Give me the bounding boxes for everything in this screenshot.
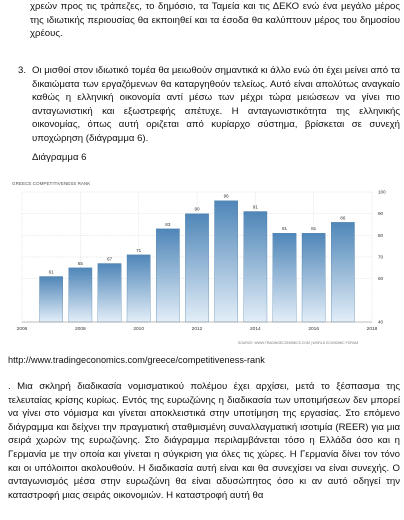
bar-value-label: 65 bbox=[77, 260, 83, 266]
source-link[interactable]: http://www.tradingeconomics.com/greece/competitiveness-rank bbox=[8, 355, 265, 365]
bar-value-label: 96 bbox=[223, 193, 229, 199]
chart-source: SOURCE: WWW.TRADINGECONOMICS.COM | WORLD ECONOMIC FORUM bbox=[238, 341, 359, 345]
y-tick-label: 70 bbox=[378, 254, 384, 260]
bar-value-label: 83 bbox=[165, 221, 171, 227]
bar bbox=[127, 255, 150, 322]
bar bbox=[244, 212, 267, 323]
y-tick-label: 80 bbox=[378, 232, 384, 238]
bottom-paragraph: . Μια σκληρή διαδικασία νομισματικού πολέμου έχει αρχίσει, μετά το ξέσπασμα της τελευταίας κρίσης κυρίως. Εντός της ευρωζώνης η διαδικασία των υποτιμήσεων δεν μπορεί να γίνει στο νόμισμα και γίνεται αποκλειστικά στην υποτίμηση της εργασίας. Στο επόμενο διάγραμμα και δείχνει την πραγματική σταθμισμένη συναλλαγματική ισοτιμία (REER) για μια σειρά χωρών της ευρωζώνης. Στο διάγραμμα περιλαμβάνεται τόσο η Ελλάδα όσο και η Γερμανία με την οποία και γίνεται η σύγκριση για όλες τις χώρες. Η Γερμανία δίνει τον τόνο και οι υπόλοιποι ακολουθούν. Η διαδικασία αυτή είναι και θα συνεχίσει να είναι συνεχής. Ο ανταγωνισμός μέσα στην ευρωζώνη θα είναι αδυσώπητος όσο κι αν αυτό οδηγεί την καταστροφή μιας σειράς οικονομιών. Η καταστροφή αυτή θα bbox=[8, 381, 400, 501]
bar-value-label: 81 bbox=[281, 226, 288, 232]
bar bbox=[69, 268, 92, 322]
y-tick-label: 40 bbox=[378, 319, 384, 325]
bar-value-label: 81 bbox=[311, 226, 317, 232]
bar bbox=[302, 233, 325, 322]
bar bbox=[40, 277, 63, 323]
bar bbox=[215, 201, 238, 322]
bar-value-label: 86 bbox=[340, 215, 346, 221]
bar bbox=[331, 222, 354, 322]
x-tick-label: 2012 bbox=[191, 327, 203, 332]
y-tick-label: 60 bbox=[378, 276, 384, 282]
bar bbox=[156, 229, 179, 322]
bar-value-label: 71 bbox=[136, 247, 142, 253]
list-item-text: Οι μισθοί στον ιδιωτικό τομέα θα μειωθούν σημαντικά κι άλλο ενώ ότι έχει μείνει από τα δικαιώματα των εργαζόμενων θα καταργηθούν τελείως. Αυτό είναι απολύτως αναγκαίο καθώς η ελληνική οικονομία αντί μέσω των μέχρι τώρα μειώσεων να γίνει πιο ανταγωνιστική και εξωστρεφής απέτυχε. Η ανταγωνιστικότητα της ελληνικής οικονομίας, όπως αυτή οριζεται από κυρίαρχο σύστημα, βρίσκεται σε συνεχή υποχώρηση (διάγραμμα 6). bbox=[32, 65, 400, 144]
x-tick-label: 2010 bbox=[133, 327, 145, 332]
x-tick-label: 2008 bbox=[74, 327, 86, 332]
y-tick-label: 90 bbox=[378, 211, 384, 217]
list-item-number: 3. bbox=[18, 65, 27, 76]
x-tick-label: 2016 bbox=[308, 327, 320, 332]
x-tick-label: 2006 bbox=[16, 327, 28, 332]
top-paragraph: χρεών προς τις τράπεζες, το δημόσιο, τα Ταμεία και τις ΔΕΚΟ ενώ ένα μεγάλο μέρος της ιδιωτικής περιουσίας θα εκποιηθεί και τα έσοδα θα καλύπτουν μέρος του δημοσίου χρέους. bbox=[30, 1, 400, 40]
x-tick-label: 2018 bbox=[366, 327, 378, 332]
diagram-caption: Διάγραμμα 6 bbox=[32, 152, 87, 163]
bar bbox=[185, 214, 208, 322]
bar-value-label: 61 bbox=[48, 269, 54, 275]
y-tick-label: 100 bbox=[378, 189, 386, 195]
x-tick-label: 2014 bbox=[249, 327, 261, 332]
bar-value-label: 67 bbox=[106, 256, 113, 262]
bar bbox=[273, 233, 296, 322]
bar-value-label: 90 bbox=[194, 206, 200, 212]
bar-value-label: 91 bbox=[252, 204, 258, 210]
chart-title: GREECE COMPETITIVENESS RANK bbox=[12, 181, 91, 186]
bar bbox=[98, 264, 121, 323]
competitiveness-chart bbox=[8, 170, 404, 350]
